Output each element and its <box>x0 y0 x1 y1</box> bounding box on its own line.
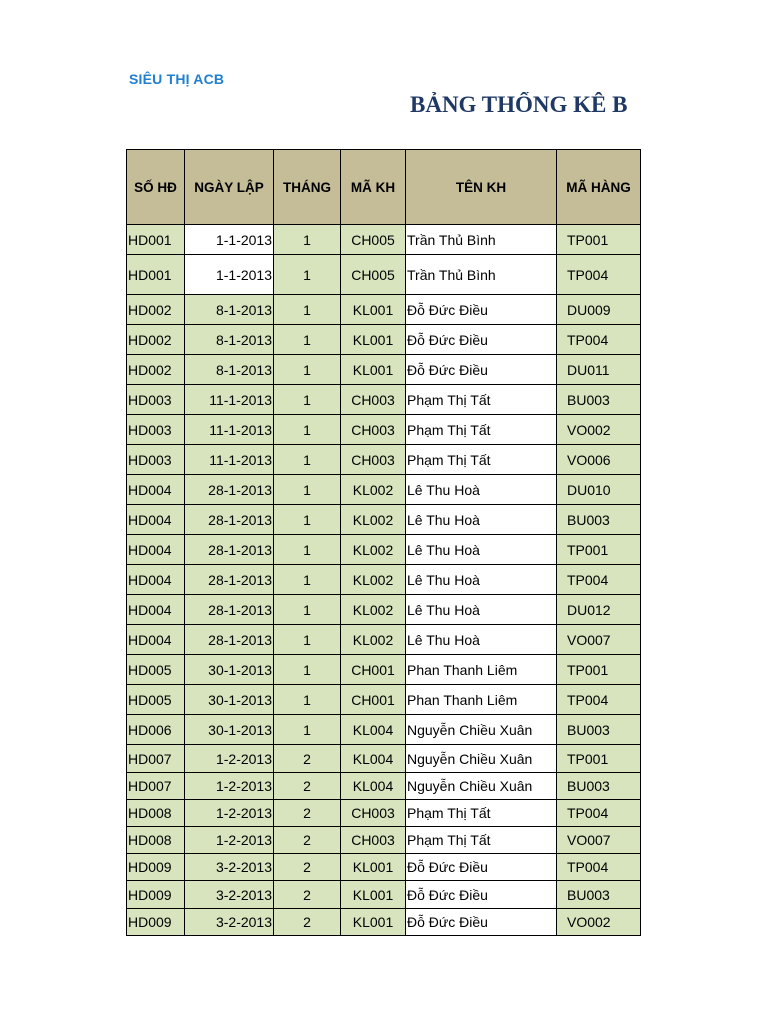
date-cell[interactable]: 28-1-2013 <box>185 505 274 535</box>
customer-code-cell[interactable]: KL001 <box>341 325 406 355</box>
month-cell[interactable]: 1 <box>274 385 341 415</box>
invoice-no-cell[interactable]: HD004 <box>127 535 185 565</box>
table-row <box>127 355 641 385</box>
customer-name-cell[interactable]: Lê Thu Hoà <box>406 595 557 625</box>
month-cell[interactable]: 2 <box>274 745 341 773</box>
item-code-cell[interactable]: TP004 <box>557 565 641 595</box>
sales-table <box>126 149 641 936</box>
date-cell[interactable]: 11-1-2013 <box>185 445 274 475</box>
date-cell[interactable]: 28-1-2013 <box>185 625 274 655</box>
customer-name-cell[interactable]: Lê Thu Hoà <box>406 565 557 595</box>
invoice-no-cell[interactable]: HD005 <box>127 685 185 715</box>
date-cell[interactable]: 1-2-2013 <box>185 773 274 800</box>
month-cell[interactable]: 1 <box>274 715 341 745</box>
date-cell[interactable]: 28-1-2013 <box>185 475 274 505</box>
month-cell[interactable]: 2 <box>274 854 341 881</box>
month-cell[interactable]: 1 <box>274 565 341 595</box>
column-header-date[interactable]: NGÀY LẬP <box>185 150 274 225</box>
month-cell[interactable]: 1 <box>274 295 341 325</box>
month-cell[interactable]: 2 <box>274 773 341 800</box>
customer-name-cell[interactable]: Đỗ Đức Điều <box>406 854 557 881</box>
customer-name-cell[interactable]: Phạm Thị Tất <box>406 827 557 854</box>
item-code-cell[interactable]: VO002 <box>557 415 641 445</box>
item-code-cell[interactable]: DU012 <box>557 595 641 625</box>
month-cell[interactable]: 2 <box>274 909 341 936</box>
table-row <box>127 625 641 655</box>
invoice-no-cell[interactable]: HD007 <box>127 745 185 773</box>
month-cell[interactable]: 1 <box>274 475 341 505</box>
month-cell[interactable]: 2 <box>274 800 341 827</box>
table-row <box>127 385 641 415</box>
date-cell[interactable]: 30-1-2013 <box>185 685 274 715</box>
customer-code-cell[interactable]: KL001 <box>341 295 406 325</box>
invoice-no-cell[interactable]: HD004 <box>127 595 185 625</box>
customer-name-cell[interactable]: Nguyễn Chiều Xuân <box>406 745 557 773</box>
item-code-cell[interactable]: TP004 <box>557 325 641 355</box>
date-cell[interactable]: 11-1-2013 <box>185 385 274 415</box>
invoice-no-cell[interactable]: HD009 <box>127 854 185 881</box>
invoice-no-cell[interactable]: HD003 <box>127 445 185 475</box>
invoice-no-cell[interactable]: HD009 <box>127 909 185 936</box>
month-cell[interactable]: 2 <box>274 881 341 909</box>
table-row <box>127 685 641 715</box>
item-code-cell[interactable]: DU009 <box>557 295 641 325</box>
customer-code-cell[interactable]: CH003 <box>341 445 406 475</box>
customer-name-cell[interactable]: Phan Thanh Liêm <box>406 685 557 715</box>
table-row <box>127 445 641 475</box>
table-row <box>127 505 641 535</box>
table-row <box>127 745 641 773</box>
invoice-no-cell[interactable]: HD007 <box>127 773 185 800</box>
customer-code-cell[interactable]: CH001 <box>341 655 406 685</box>
customer-code-cell[interactable]: KL004 <box>341 715 406 745</box>
table-row <box>127 415 641 445</box>
invoice-no-cell[interactable]: HD002 <box>127 325 185 355</box>
customer-code-cell[interactable]: KL001 <box>341 909 406 936</box>
invoice-no-cell[interactable]: HD003 <box>127 385 185 415</box>
customer-name-cell[interactable]: Nguyễn Chiều Xuân <box>406 715 557 745</box>
item-code-cell[interactable]: VO002 <box>557 909 641 936</box>
column-header-item-code[interactable]: MÃ HÀNG <box>557 150 641 225</box>
item-code-cell[interactable]: TP001 <box>557 535 641 565</box>
customer-name-cell[interactable]: Phạm Thị Tất <box>406 385 557 415</box>
item-code-cell[interactable]: BU003 <box>557 385 641 415</box>
customer-code-cell[interactable]: KL002 <box>341 505 406 535</box>
table-row <box>127 773 641 800</box>
table-row <box>127 827 641 854</box>
customer-name-cell[interactable]: Phan Thanh Liêm <box>406 655 557 685</box>
date-cell[interactable]: 1-2-2013 <box>185 745 274 773</box>
item-code-cell[interactable]: BU003 <box>557 505 641 535</box>
table-row <box>127 475 641 505</box>
customer-name-cell[interactable]: Phạm Thị Tất <box>406 800 557 827</box>
month-cell[interactable]: 1 <box>274 225 341 255</box>
invoice-no-cell[interactable]: HD008 <box>127 800 185 827</box>
invoice-no-cell[interactable]: HD003 <box>127 415 185 445</box>
customer-name-cell[interactable]: Lê Thu Hoà <box>406 625 557 655</box>
customer-name-cell[interactable]: Đỗ Đức Điều <box>406 909 557 936</box>
table-row <box>127 225 641 255</box>
date-cell[interactable]: 8-1-2013 <box>185 325 274 355</box>
month-cell[interactable]: 1 <box>274 445 341 475</box>
table-row <box>127 535 641 565</box>
customer-code-cell[interactable]: CH005 <box>341 255 406 295</box>
date-cell[interactable]: 30-1-2013 <box>185 655 274 685</box>
column-header-month[interactable]: THÁNG <box>274 150 341 225</box>
customer-name-cell[interactable]: Phạm Thị Tất <box>406 445 557 475</box>
customer-code-cell[interactable]: CH003 <box>341 800 406 827</box>
item-code-cell[interactable]: TP001 <box>557 745 641 773</box>
table-row <box>127 565 641 595</box>
invoice-no-cell[interactable]: HD004 <box>127 505 185 535</box>
date-cell[interactable]: 8-1-2013 <box>185 355 274 385</box>
date-cell[interactable]: 28-1-2013 <box>185 565 274 595</box>
month-cell[interactable]: 1 <box>274 505 341 535</box>
customer-name-cell[interactable]: Đỗ Đức Điều <box>406 325 557 355</box>
item-code-cell[interactable]: VO007 <box>557 827 641 854</box>
month-cell[interactable]: 1 <box>274 415 341 445</box>
customer-name-cell[interactable]: Nguyễn Chiều Xuân <box>406 773 557 800</box>
item-code-cell[interactable]: TP004 <box>557 255 641 295</box>
customer-name-cell[interactable]: Lê Thu Hoà <box>406 475 557 505</box>
date-cell[interactable]: 1-2-2013 <box>185 827 274 854</box>
invoice-no-cell[interactable]: HD004 <box>127 565 185 595</box>
invoice-no-cell[interactable]: HD004 <box>127 625 185 655</box>
month-cell[interactable]: 1 <box>274 655 341 685</box>
item-code-cell[interactable]: BU003 <box>557 715 641 745</box>
table-body <box>127 225 641 936</box>
customer-name-cell[interactable]: Lê Thu Hoà <box>406 535 557 565</box>
column-header-customer-code[interactable]: MÃ KH <box>341 150 406 225</box>
table-row <box>127 800 641 827</box>
invoice-no-cell[interactable]: HD005 <box>127 655 185 685</box>
customer-code-cell[interactable]: KL004 <box>341 745 406 773</box>
month-cell[interactable]: 1 <box>274 625 341 655</box>
date-cell[interactable]: 3-2-2013 <box>185 909 274 936</box>
customer-code-cell[interactable]: KL002 <box>341 625 406 655</box>
month-cell[interactable]: 1 <box>274 325 341 355</box>
date-cell[interactable]: 28-1-2013 <box>185 535 274 565</box>
customer-name-cell[interactable]: Đỗ Đức Điều <box>406 295 557 325</box>
table-row <box>127 255 641 295</box>
customer-name-cell[interactable]: Lê Thu Hoà <box>406 505 557 535</box>
item-code-cell[interactable]: TP001 <box>557 225 641 255</box>
month-cell[interactable]: 1 <box>274 355 341 385</box>
table-row <box>127 881 641 909</box>
invoice-no-cell[interactable]: HD002 <box>127 355 185 385</box>
customer-code-cell[interactable]: KL002 <box>341 565 406 595</box>
table-row <box>127 715 641 745</box>
invoice-no-cell[interactable]: HD002 <box>127 295 185 325</box>
table-row <box>127 325 641 355</box>
customer-name-cell[interactable]: Trần Thủ Bình <box>406 255 557 295</box>
item-code-cell[interactable]: TP004 <box>557 854 641 881</box>
date-cell[interactable]: 1-2-2013 <box>185 800 274 827</box>
date-cell[interactable]: 3-2-2013 <box>185 854 274 881</box>
customer-code-cell[interactable]: CH003 <box>341 415 406 445</box>
customer-code-cell[interactable]: KL001 <box>341 355 406 385</box>
table-row <box>127 854 641 881</box>
item-code-cell[interactable]: BU003 <box>557 881 641 909</box>
customer-code-cell[interactable]: KL002 <box>341 535 406 565</box>
item-code-cell[interactable]: BU003 <box>557 773 641 800</box>
customer-code-cell[interactable]: KL001 <box>341 854 406 881</box>
month-cell[interactable]: 1 <box>274 685 341 715</box>
table-row <box>127 909 641 936</box>
customer-code-cell[interactable]: KL002 <box>341 595 406 625</box>
date-cell[interactable]: 3-2-2013 <box>185 881 274 909</box>
customer-code-cell[interactable]: CH005 <box>341 225 406 255</box>
customer-name-cell[interactable]: Phạm Thị Tất <box>406 415 557 445</box>
item-code-cell[interactable]: VO006 <box>557 445 641 475</box>
month-cell[interactable]: 1 <box>274 595 341 625</box>
table-row <box>127 295 641 325</box>
customer-name-cell[interactable]: Trần Thủ Bình <box>406 225 557 255</box>
month-cell[interactable]: 1 <box>274 255 341 295</box>
customer-code-cell[interactable]: CH001 <box>341 685 406 715</box>
date-cell[interactable]: 8-1-2013 <box>185 295 274 325</box>
item-code-cell[interactable]: DU011 <box>557 355 641 385</box>
item-code-cell[interactable]: TP001 <box>557 655 641 685</box>
item-code-cell[interactable]: DU010 <box>557 475 641 505</box>
table-row <box>127 655 641 685</box>
table-row <box>127 595 641 625</box>
invoice-no-cell[interactable]: HD008 <box>127 827 185 854</box>
customer-code-cell[interactable]: KL004 <box>341 773 406 800</box>
customer-code-cell[interactable]: CH003 <box>341 827 406 854</box>
date-cell[interactable]: 30-1-2013 <box>185 715 274 745</box>
date-cell[interactable]: 1-1-2013 <box>185 255 274 295</box>
customer-code-cell[interactable]: CH003 <box>341 385 406 415</box>
invoice-no-cell[interactable]: HD009 <box>127 881 185 909</box>
store-name: SIÊU THỊ ACB <box>129 71 225 87</box>
month-cell[interactable]: 2 <box>274 827 341 854</box>
month-cell[interactable]: 1 <box>274 535 341 565</box>
date-cell[interactable]: 1-1-2013 <box>185 225 274 255</box>
item-code-cell[interactable]: VO007 <box>557 625 641 655</box>
item-code-cell[interactable]: TP004 <box>557 685 641 715</box>
column-header-customer-name[interactable]: TÊN KH <box>406 150 557 225</box>
invoice-no-cell[interactable]: HD006 <box>127 715 185 745</box>
customer-code-cell[interactable]: KL001 <box>341 881 406 909</box>
report-title: BẢNG THỐNG KÊ B <box>410 92 628 117</box>
invoice-no-cell[interactable]: HD004 <box>127 475 185 505</box>
header-row <box>127 150 641 225</box>
customer-name-cell[interactable]: Đỗ Đức Điều <box>406 355 557 385</box>
customer-code-cell[interactable]: KL002 <box>341 475 406 505</box>
customer-name-cell[interactable]: Đỗ Đức Điều <box>406 881 557 909</box>
date-cell[interactable]: 11-1-2013 <box>185 415 274 445</box>
invoice-no-cell[interactable]: HD001 <box>127 255 185 295</box>
invoice-no-cell[interactable]: HD001 <box>127 225 185 255</box>
column-header-invoice-no[interactable]: SỐ HĐ <box>127 150 185 225</box>
date-cell[interactable]: 28-1-2013 <box>185 595 274 625</box>
item-code-cell[interactable]: TP004 <box>557 800 641 827</box>
